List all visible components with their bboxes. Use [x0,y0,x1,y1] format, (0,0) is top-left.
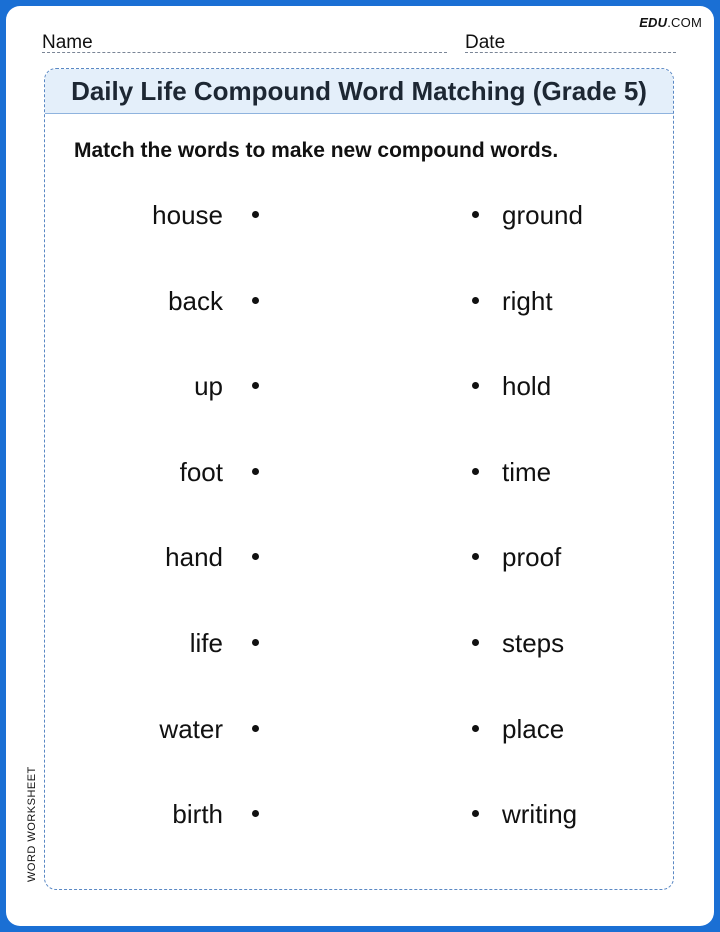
right-word: ground [502,200,583,230]
left-match-dot[interactable] [252,211,259,218]
matching-row [45,452,675,492]
left-word: house [152,200,223,230]
title-bar [45,69,673,114]
left-word: up [194,371,223,401]
right-word: steps [502,628,565,658]
right-match-dot[interactable] [472,468,479,475]
right-word: writing [502,799,578,829]
left-word: life [189,628,223,658]
matching-row [45,794,675,834]
right-word: hold [502,371,552,401]
right-word: place [502,714,565,744]
left-word: birth [172,799,223,829]
name-line[interactable] [42,52,447,53]
name-label: Name [42,32,93,53]
instructions: Match the words to make new compound words. [74,139,559,162]
right-match-dot[interactable] [472,297,479,304]
worksheet-page [6,6,714,926]
left-match-dot[interactable] [252,810,259,817]
matching-row [45,366,675,406]
matching-row [45,709,675,749]
right-match-dot[interactable] [472,382,479,389]
right-match-dot[interactable] [472,810,479,817]
right-match-dot[interactable] [472,725,479,732]
side-label: WORD WORKSHEET [26,766,38,882]
name-date-header [42,32,678,56]
left-word: foot [179,457,223,487]
date-line[interactable] [465,52,676,53]
left-match-dot[interactable] [252,725,259,732]
right-match-dot[interactable] [472,639,479,646]
right-word: proof [502,542,562,572]
left-match-dot[interactable] [252,297,259,304]
exercise-panel [44,68,674,890]
left-word: water [159,714,223,744]
matching-row [45,195,675,235]
matching-row [45,281,675,321]
left-match-dot[interactable] [252,553,259,560]
worksheet-title: Daily Life Compound Word Matching (Grade 5) [71,75,647,106]
right-match-dot[interactable] [472,211,479,218]
matching-row [45,537,675,577]
left-word: back [168,286,223,316]
brand-logo: EDU.COM [639,15,702,30]
left-word: hand [165,542,223,572]
right-word: time [502,457,552,487]
right-word: right [502,286,553,316]
date-label: Date [465,32,506,53]
left-match-dot[interactable] [252,639,259,646]
right-match-dot[interactable] [472,553,479,560]
matching-row [45,623,675,663]
left-match-dot[interactable] [252,382,259,389]
left-match-dot[interactable] [252,468,259,475]
